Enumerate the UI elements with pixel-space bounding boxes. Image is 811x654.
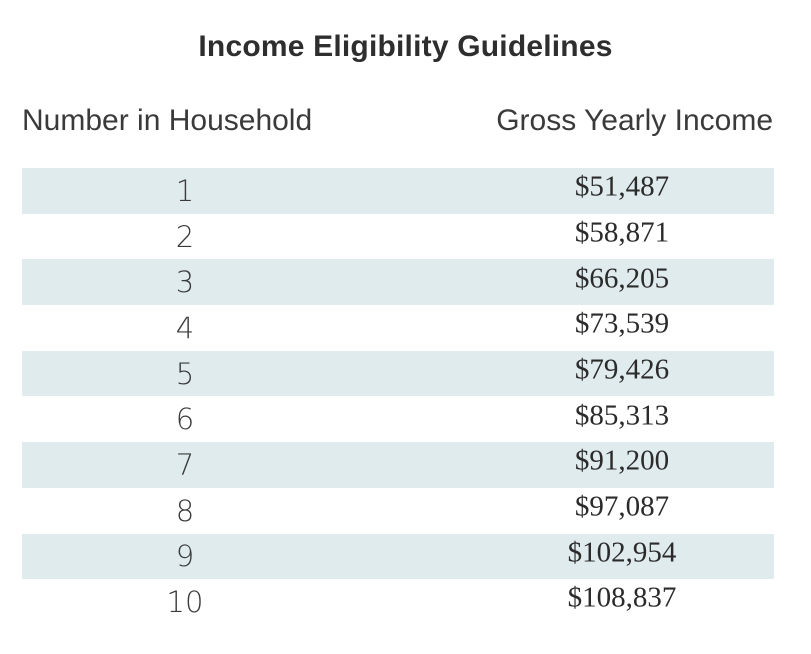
table-row [22,396,774,442]
table-row [22,442,774,488]
household-size-cell: 9 [175,539,195,574]
household-size-cell: 10 [166,585,204,620]
household-size-cell: 7 [175,447,195,482]
table-row [22,168,774,214]
eligibility-table [22,168,774,625]
household-size-cell: 5 [175,356,195,391]
household-size-cell: 1 [175,173,195,208]
household-size-cell: 2 [175,219,195,254]
page-title: Income Eligibility Guidelines [198,30,613,63]
income-cell: $108,837 [567,581,677,614]
table-row [22,305,774,351]
table-row [22,488,774,534]
income-cell: $85,313 [574,399,670,432]
income-cell: $102,954 [567,536,677,569]
income-cell: $97,087 [574,490,670,523]
table-row [22,259,774,305]
table-row [22,351,774,397]
income-cell: $66,205 [574,262,670,295]
column-header-household: Number in Household [22,104,313,137]
table-row [22,214,774,260]
household-size-cell: 6 [175,402,195,437]
household-size-cell: 8 [175,493,195,528]
income-cell: $58,871 [574,216,670,249]
household-size-cell: 3 [175,265,195,300]
table-row [22,534,774,580]
table-row [22,579,774,625]
income-cell: $73,539 [574,307,670,340]
income-cell: $79,426 [574,353,670,386]
income-cell: $51,487 [574,170,670,203]
column-header-income: Gross Yearly Income [496,104,773,137]
income-cell: $91,200 [574,444,670,477]
household-size-cell: 4 [175,310,195,345]
